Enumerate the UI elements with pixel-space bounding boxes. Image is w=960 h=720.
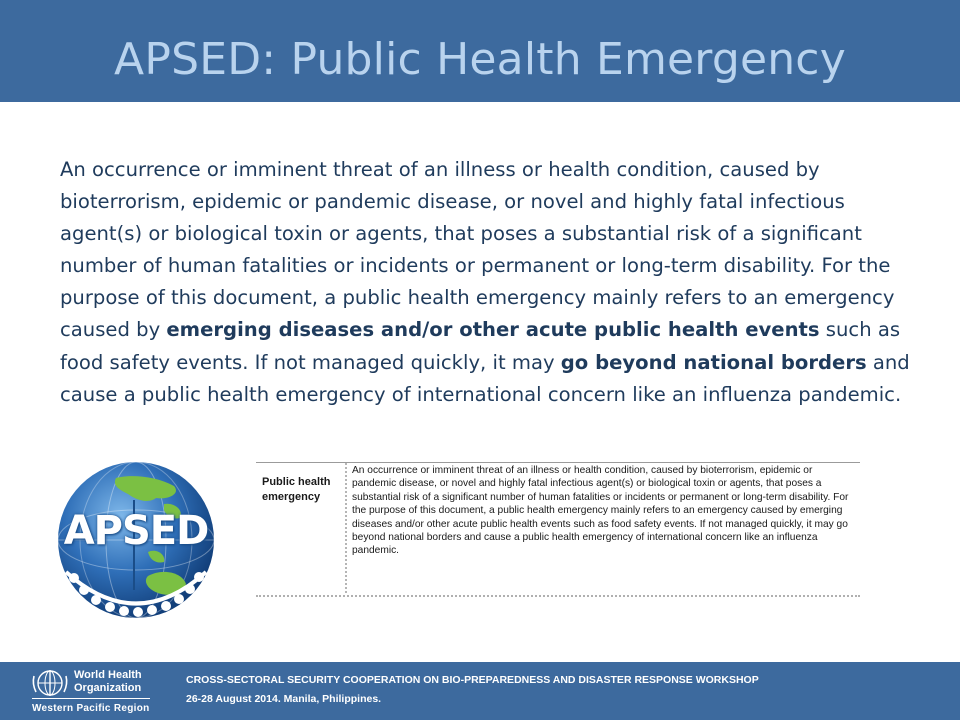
body-text-part-3: and cause a public health emergency of international concern like an influenza pandemic. [60, 350, 910, 406]
who-region-name: Western Pacific Region [32, 703, 150, 714]
who-organization-name: World Health Organization [74, 669, 142, 694]
body-bold-emerging-diseases: emerging diseases and/or other acute public health events [166, 318, 820, 342]
definition-paragraph [60, 154, 910, 411]
body-text-part-1: An occurrence or imminent threat of an illness or health condition, caused by bioterrorism, epidemic or pandemic disease, or novel and highly fatal infectious agent(s) or biological toxin or agents, that poses a substantial risk of a significant number of human fatalities or incidents or permanent or long-term disability. For the purpose of this document, a public health emergency mainly refers to an emergency caused by [60, 158, 895, 342]
workshop-date-location: 26-28 August 2014. Manila, Philippines. [186, 693, 382, 705]
body-bold-national-borders: go beyond national borders [560, 350, 867, 374]
table-divider [345, 463, 347, 593]
definition-table [256, 462, 860, 597]
definition-term: Public health emergency [262, 476, 331, 503]
body-text-part-2: such as food safety events. If not managed quickly, it may [60, 318, 901, 374]
footer-bar [0, 662, 960, 720]
workshop-title: CROSS-SECTORAL SECURITY COOPERATION ON BIO-PREPAREDNESS AND DISASTER RESPONSE WORKSHOP [186, 674, 759, 686]
header-bar [0, 0, 960, 102]
apsed-logo [56, 460, 216, 620]
slide-title: APSED: Public Health Emergency [114, 34, 846, 85]
definition-description: An occurrence or imminent threat of an illness or health condition, caused by bioterrorism, epidemic or pandemic disease, or novel and highly fatal infectious agent(s) or biological toxin or agents, that poses a substantial risk of a significant number of human fatalities or incidents or permanent or long-term disability. For the purpose of this document, a public health emergency mainly refers to an emergency caused by emerging diseases and/or other acute public health events such as food safety events. If not managed quickly, it may go beyond national borders and cause a public health emergency of international concern like an influenza pandemic. [352, 465, 849, 557]
who-emblem-icon [30, 668, 70, 698]
footer-divider [32, 698, 150, 699]
logo-wordmark: APSED [63, 508, 209, 554]
